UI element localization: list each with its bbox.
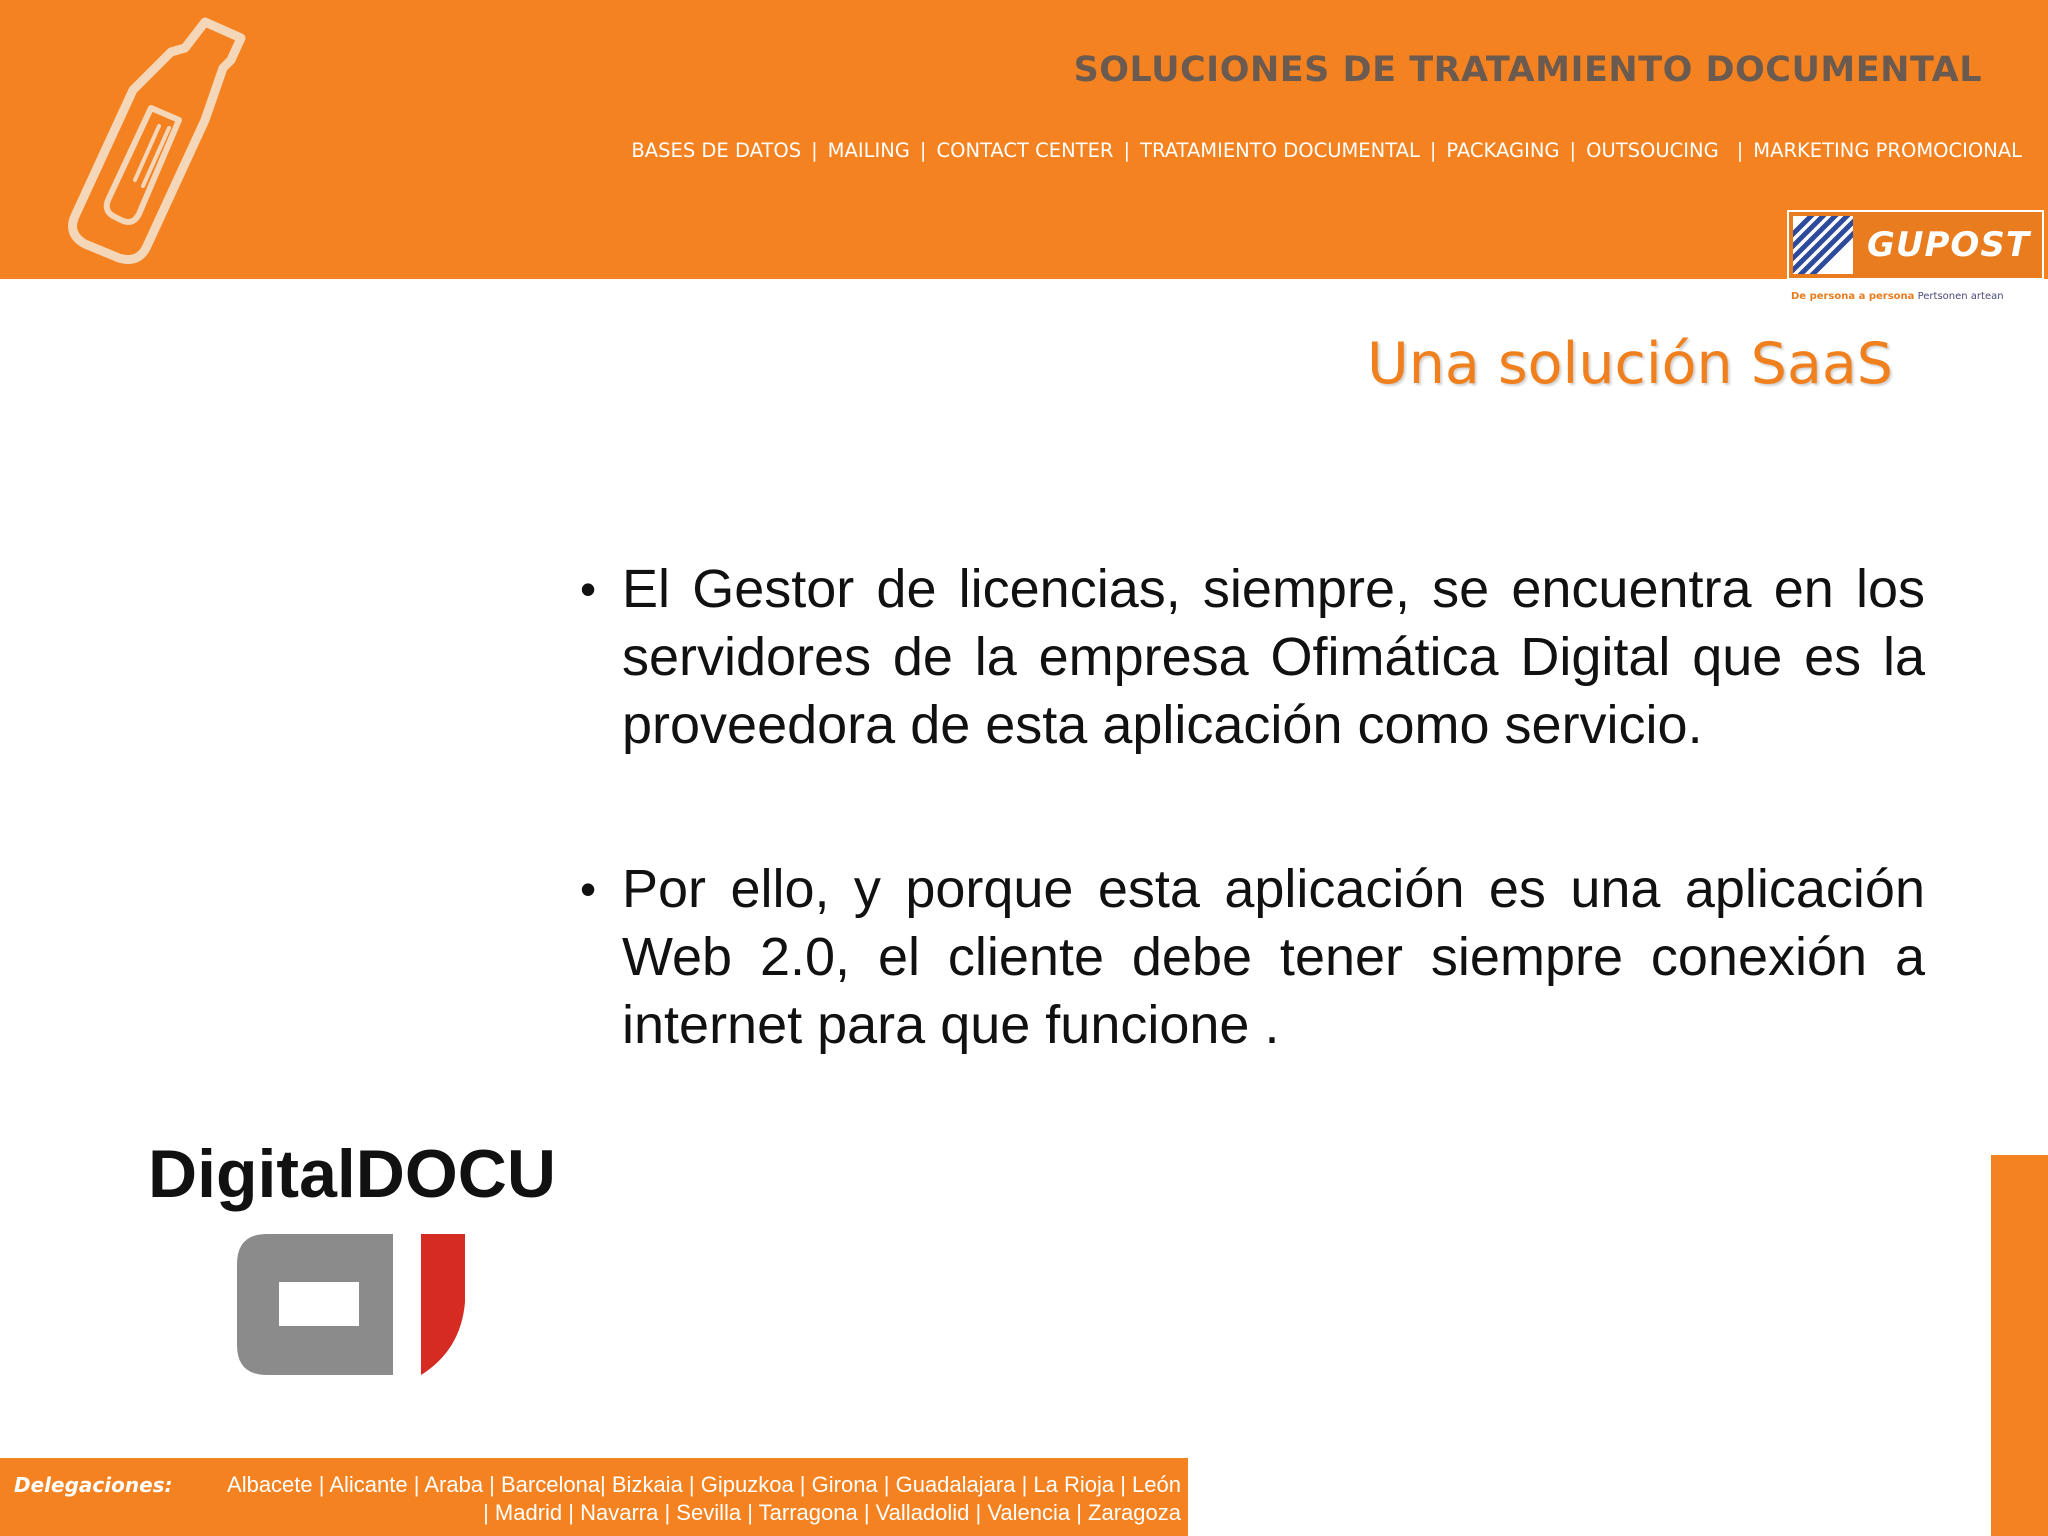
nav-separator: | <box>1569 139 1577 162</box>
header-band <box>0 0 2048 279</box>
gupost-tagline-es: De persona a persona <box>1791 291 1915 302</box>
slide-title: Una solución SaaS <box>1367 331 1893 397</box>
nav-item-bases-de-datos[interactable]: BASES DE DATOS <box>631 139 802 162</box>
nav-item-contact-center[interactable]: CONTACT CENTER <box>936 139 1114 162</box>
bullet-list <box>580 555 1925 1155</box>
digitaldocu-logo-icon <box>235 1232 470 1377</box>
footer-label: Delegaciones: <box>14 1473 173 1497</box>
gupost-name: GUPOST <box>1867 225 2031 265</box>
nav-separator: | <box>1429 139 1437 162</box>
bullet-item <box>580 855 1925 1059</box>
nav-item-marketing-promocional[interactable]: MARKETING PROMOCIONAL <box>1753 139 2022 162</box>
header-nav <box>631 139 2022 162</box>
footer-cities-1: Albacete | Alicante | Araba | Barcelona| Bizkaia | Gipuzkoa | Girona | Guadalajara | La Rioja | León <box>227 1472 1181 1497</box>
right-accent-bar <box>1991 1155 2048 1536</box>
footer-line-1 <box>14 1472 1181 1498</box>
gupost-tagline-eu: Pertsonen artean <box>1917 291 2004 302</box>
bullet-text: Por ello, y porque esta aplicación es una aplicación Web 2.0, el cliente debe tener siempre conexión a internet para que funcione . <box>622 859 1925 1055</box>
nav-item-outsoucing[interactable]: OUTSOUCING <box>1586 139 1719 162</box>
nav-separator: | <box>811 139 818 162</box>
nav-separator: | <box>1736 139 1744 162</box>
nav-item-packaging[interactable]: PACKAGING <box>1446 139 1560 162</box>
nav-separator: | <box>1123 139 1131 162</box>
gupost-stripes-icon <box>1793 216 1853 274</box>
nav-separator: | <box>919 139 927 162</box>
bullet-dot: • <box>580 863 597 915</box>
gupost-logo-box <box>1787 210 2044 280</box>
bottle-icon <box>55 8 275 270</box>
gupost-tagline <box>1791 291 2004 302</box>
bullet-dot: • <box>580 563 597 615</box>
header-title: SOLUCIONES DE TRATAMIENTO DOCUMENTAL <box>1073 50 1982 90</box>
nav-item-mailing[interactable]: MAILING <box>827 139 910 162</box>
bullet-text: El Gestor de licencias, siempre, se encuentra en los servidores de la empresa Ofimática Digital que es la proveedora de esta aplicación como servicio. <box>622 559 1925 755</box>
footer-cities-2: | Madrid | Navarra | Sevilla | Tarragona | Valladolid | Valencia | Zaragoza <box>483 1500 1181 1525</box>
nav-item-tratamiento-documental[interactable]: TRATAMIENTO DOCUMENTAL <box>1140 139 1420 162</box>
gupost-logo <box>1787 210 2044 308</box>
product-name: DigitalDOCU <box>148 1136 556 1212</box>
bullet-item <box>580 555 1925 759</box>
